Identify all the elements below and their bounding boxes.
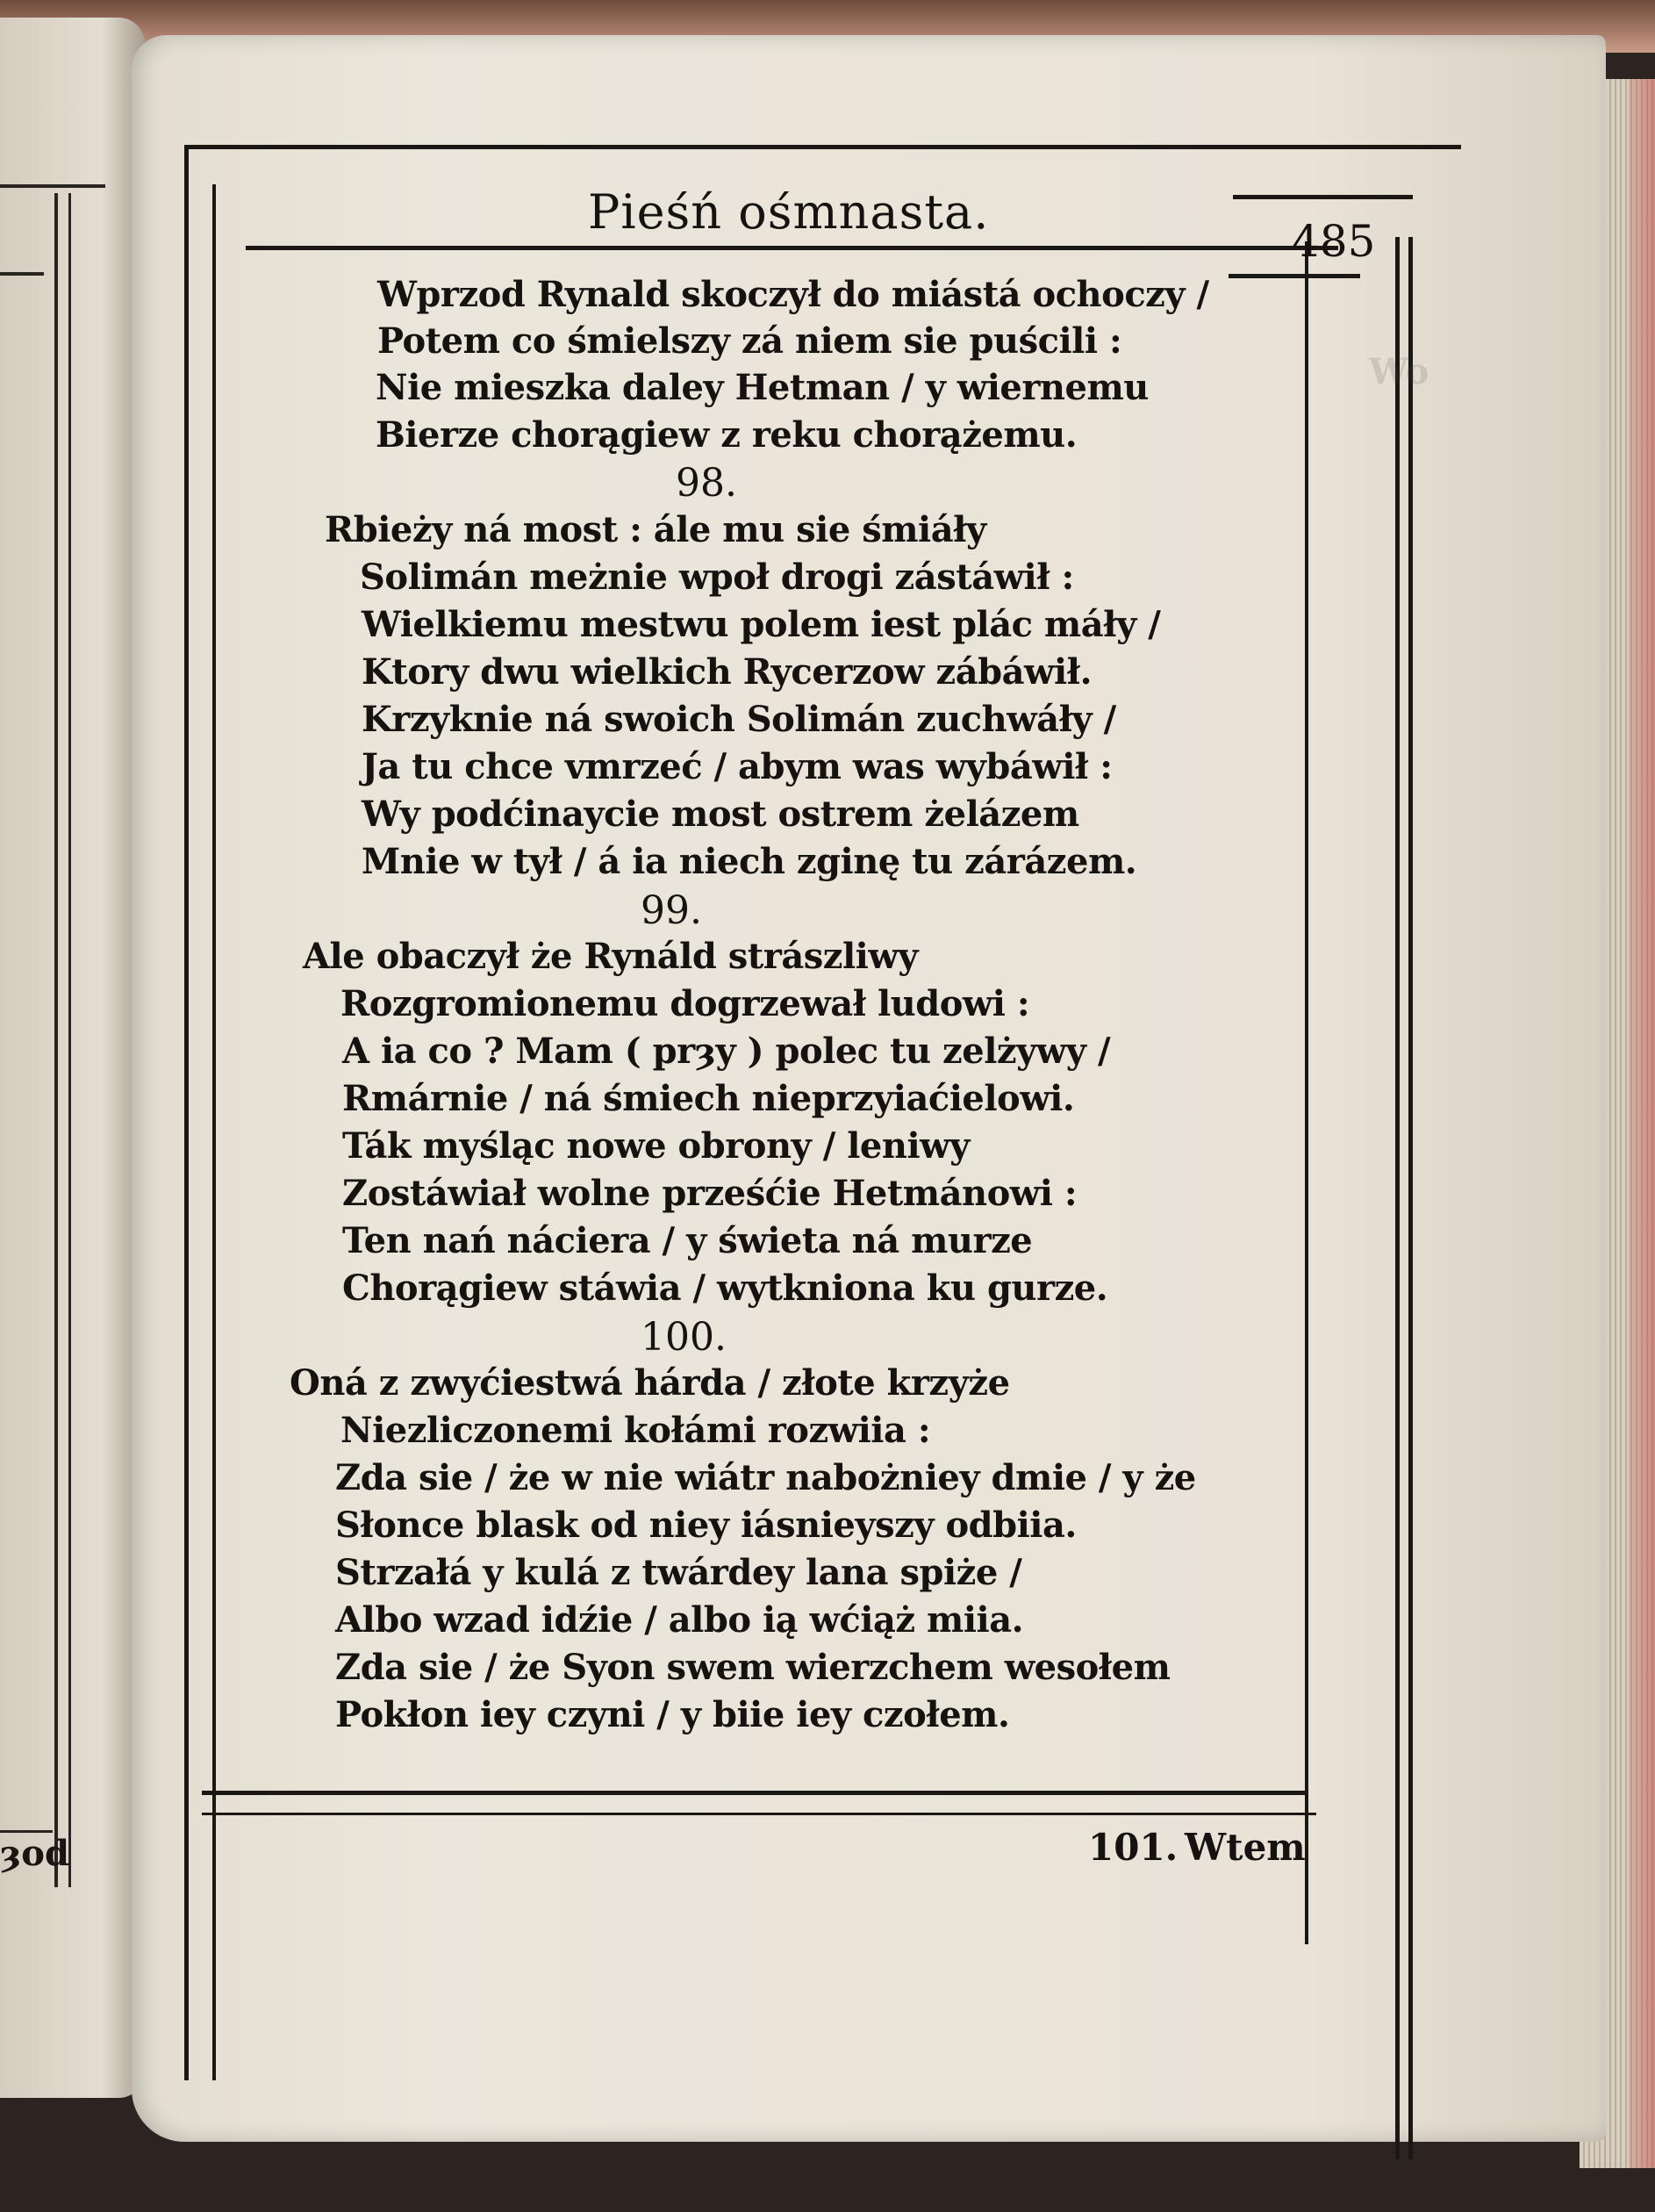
verse-line: Nie mieszka daley Hetman / y wiernemu [376,367,1149,408]
right-border-outer-1 [1395,237,1400,2159]
verse-line: Ták myśląc nowe obrony / leniwy [342,1125,970,1167]
footer-rule-lower [202,1813,1316,1815]
page-number: 485 [1292,216,1376,267]
bleed-through-text: Wo [1369,351,1429,392]
left-page-rule [0,272,44,276]
verse-line: Rmárnie / ná śmiech nieprzyiaćielowi. [342,1078,1075,1119]
left-page-rule [0,184,105,188]
right-border-inner [1305,241,1308,1944]
page-title: Pieśń ośmnasta. [588,184,990,240]
left-page [0,18,145,2098]
verse-line: Ja tu chce vmrzeć / abym was wybáwił : [362,746,1113,787]
verse-line: Ten nań náciera / y świeta ná murze [342,1220,1033,1261]
verse-line: Rozgromionemu dogrzewał ludowi : [340,983,1030,1024]
header-rule-right-short [1229,274,1360,278]
red-edge-tint [1629,79,1655,2168]
stanza-number: 99. [641,888,702,933]
verse-line: Chorągiew stáwia / wytkniona ku gurze. [342,1268,1108,1309]
catchword-signature: 101. [1088,1826,1179,1869]
verse-line: Zostáwiał wolne prześćie Hetmánowi : [342,1173,1078,1214]
verse-line: Ktory dwu wielkich Rycerzow zábáwił. [362,651,1092,693]
left-page-fragment: ȝod [0,1833,69,1874]
verse-line: Mnie w tył / á ia niech zginę tu zárázem. [362,841,1137,882]
left-border-inner [212,184,216,2080]
footer-rule [202,1791,1308,1795]
verse-line: A ia co ? Mam ( prȝy ) polec tu zelżywy / [342,1031,1111,1072]
top-rule [184,145,1461,149]
verse-line: Strzałá y kulá z twárdey lana spiże / [335,1552,1022,1593]
stanza-number: 98. [676,461,737,506]
verse-line: Albo wzad idźie / albo ią wćiąż miia. [335,1599,1024,1641]
verse-line: Zda sie / że Syon swem wierzchem wesołem [335,1647,1171,1688]
verse-line: Wprzod Rynald skoczył do miástá ochoczy / [377,274,1209,315]
verse-line: Solimán meżnie wpoł drogi zástáwił : [360,557,1074,598]
verse-line: Ale obaczył że Rynáld strászliwy [303,936,919,977]
verse-line: Potem co śmielszy zá niem sie puścili : [377,320,1122,362]
left-page-border [68,193,71,1887]
right-border-outer-2 [1408,237,1413,2159]
stanza-number: 100. [641,1315,727,1360]
catchword: Wtem [1185,1826,1306,1869]
verse-line: Bierze chorągiew z reku chorążemu. [376,414,1078,456]
verse-line: Wielkiemu mestwu polem iest plác máły / [362,604,1161,645]
left-border-outer [184,149,189,2080]
left-page-border [54,193,58,1887]
verse-line: Niezliczonemi kołámi rozwiia : [340,1410,931,1451]
book-page [132,35,1606,2142]
header-rule-right [1233,195,1413,199]
verse-line: Słonce blask od niey iásnieyszy odbiia. [335,1505,1077,1546]
header-rule [246,246,1338,250]
verse-line: Wy podćinaycie most ostrem żelázem [362,794,1079,835]
verse-line: Krzyknie ná swoich Solimán zuchwáły / [362,699,1116,740]
verse-line: Zda sie / że w nie wiátr nabożniey dmie / y że [335,1457,1196,1498]
verse-line: Oná z zwyćiestwá hárda / złote krzyże [290,1362,1010,1404]
verse-line: Rbieży ná most : ále mu sie śmiáły [325,509,986,550]
verse-line: Pokłon iey czyni / y biie iey czołem. [335,1694,1010,1735]
